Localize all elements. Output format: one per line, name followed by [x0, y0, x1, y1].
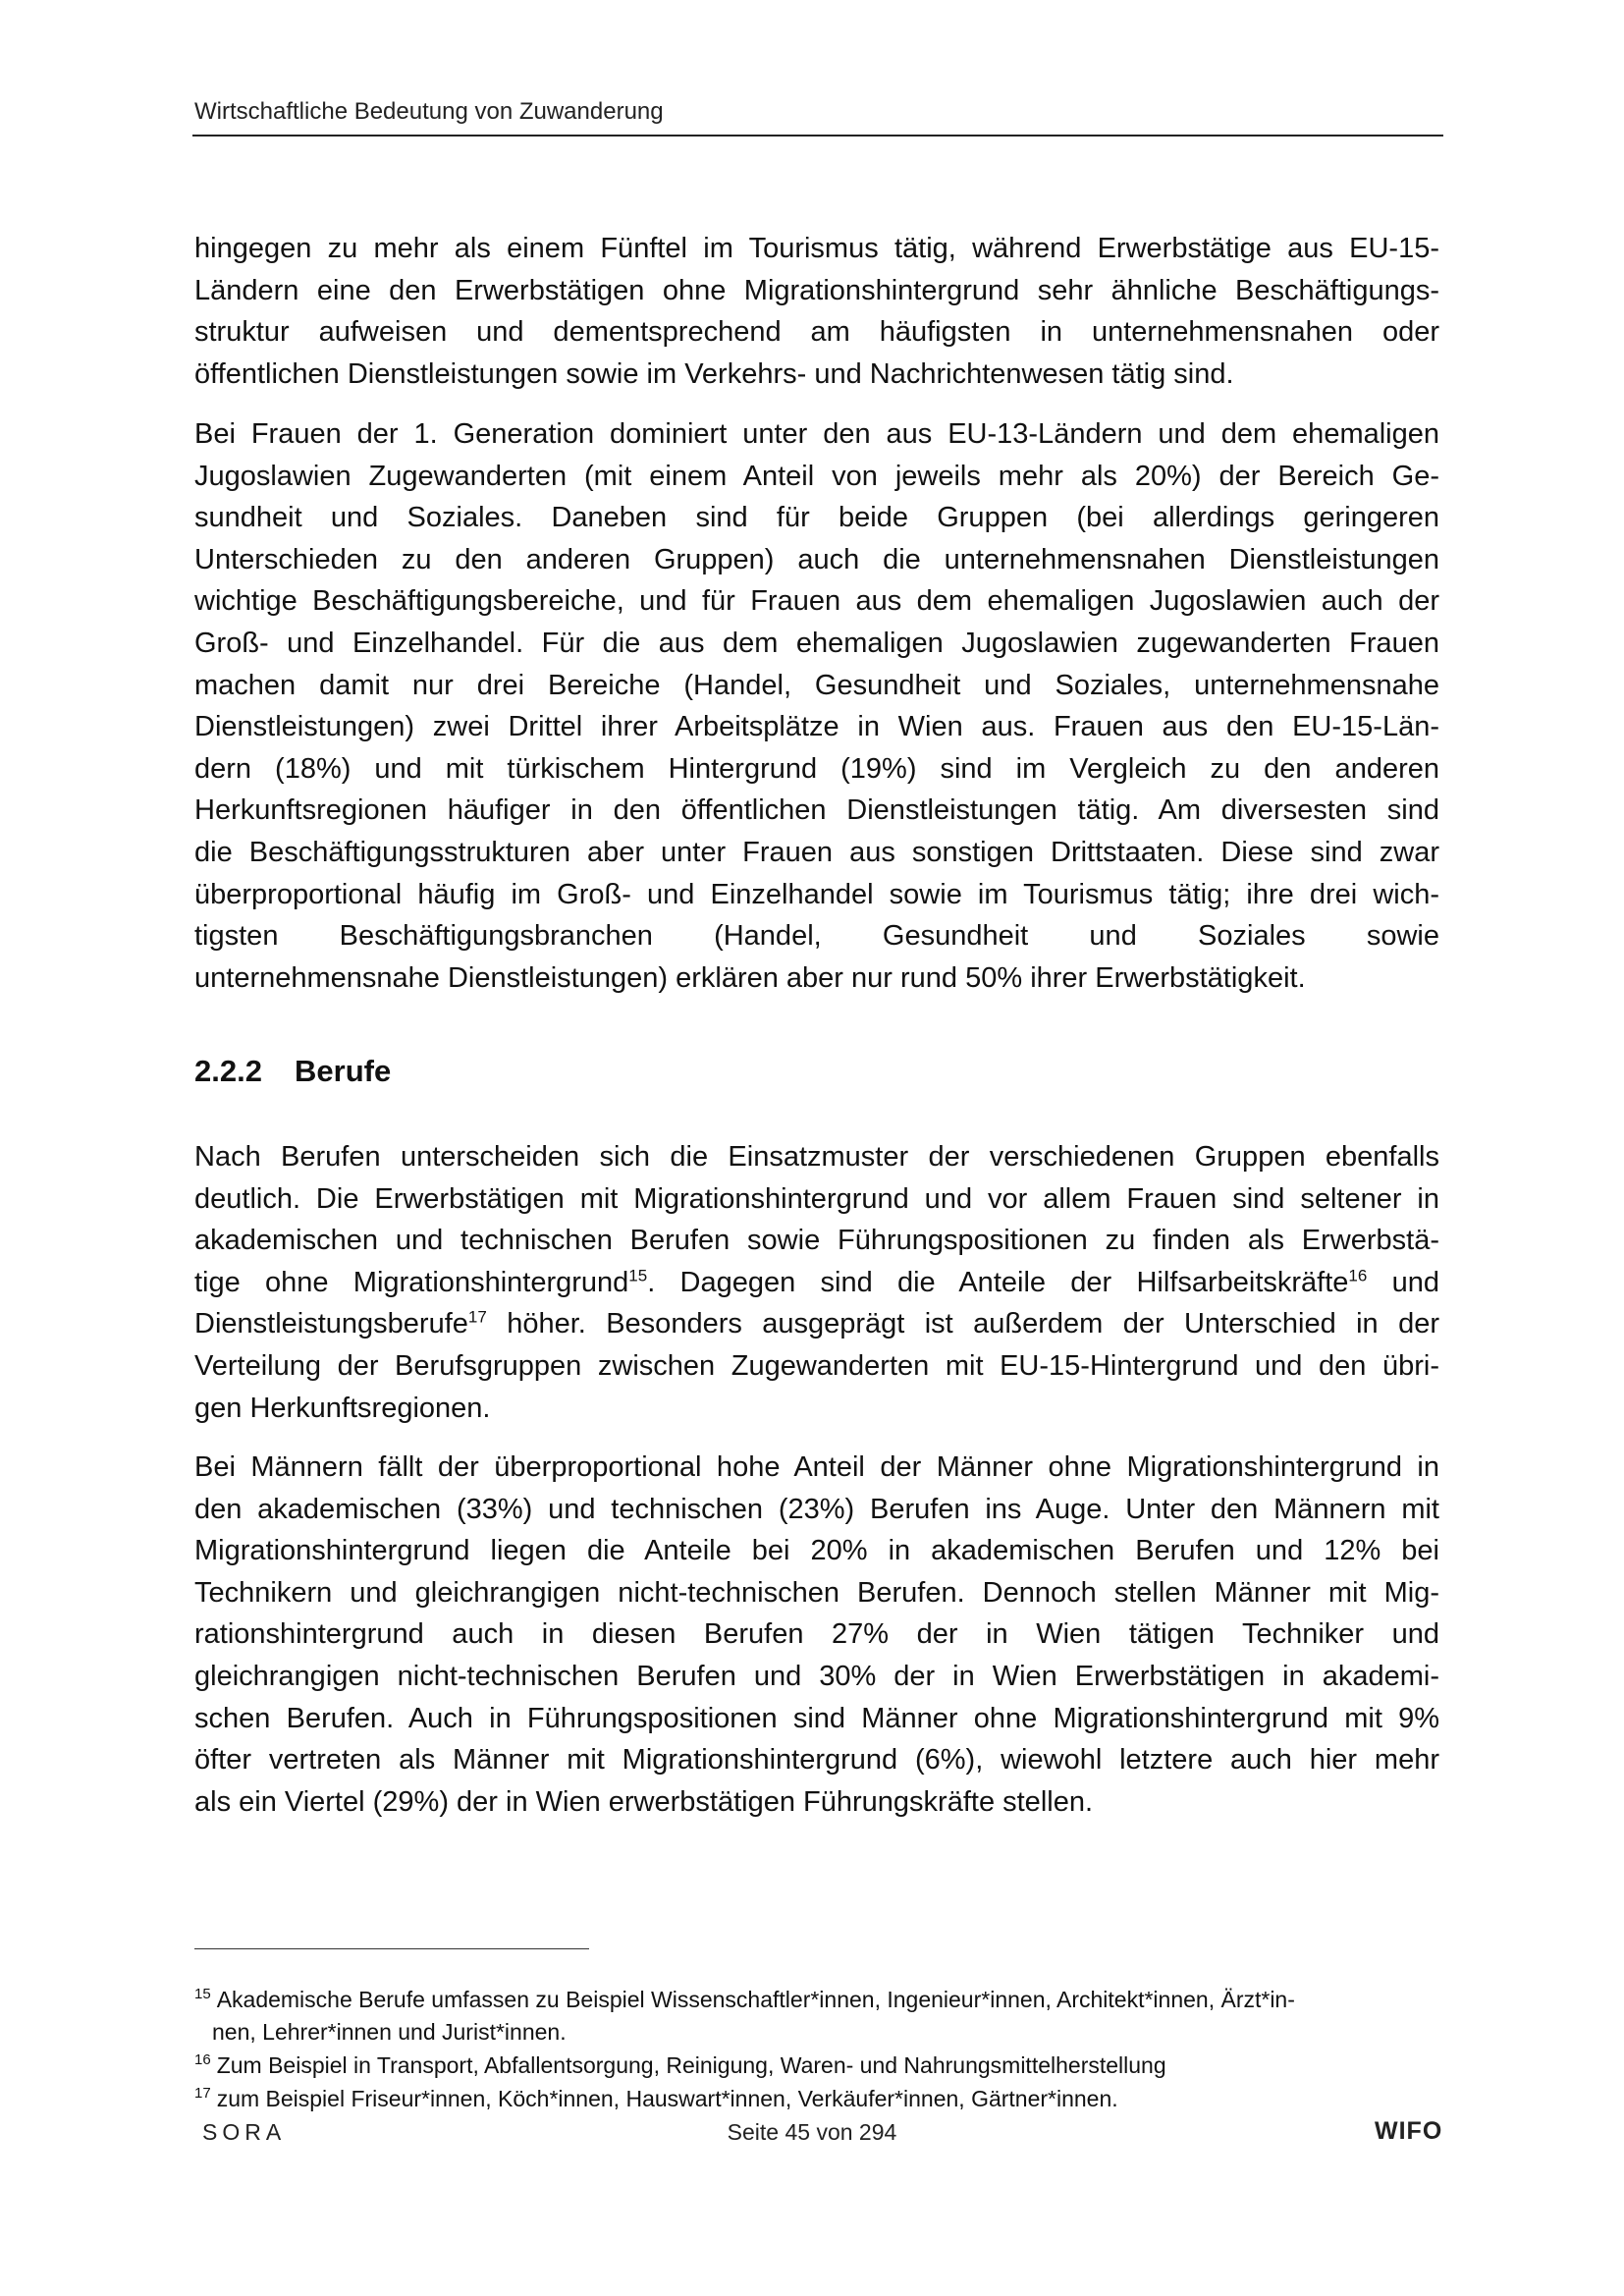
running-header: Wirtschaftliche Bedeutung von Zuwanderung [194, 98, 664, 125]
text-line: unternehmensnahe Dienstleistungen) erklären aber nur rund 50% ihrer Erwerbstätigkeit. [194, 961, 1306, 994]
section-paragraph-2 [194, 1447, 1439, 1823]
text-line: Ländern eine den Erwerbstätigen ohne Migrationshintergrund sehr ähnliche Beschäftigungs- [194, 274, 1439, 306]
text-line: öfter vertreten als Männer mit Migrationshintergrund (6%), wiewohl letztere auch hier mehr [194, 1744, 1439, 1777]
text-line: struktur aufweisen und dementsprechend am häufigsten in unternehmensnahen oder [194, 316, 1439, 349]
text-line: wichtige Beschäftigungsbereiche, und für Frauen aus dem ehemaligen Jugoslawien auch der [194, 585, 1439, 618]
footnote-ref-17[interactable]: 17 [467, 1307, 487, 1327]
text-line: schen Berufen. Auch in Führungspositionen sind Männer ohne Migrationshintergrund mit 9% [194, 1702, 1439, 1734]
text-line: machen damit nur drei Bereiche (Handel, Gesundheit und Soziales, unternehmensnahe [194, 669, 1439, 701]
footnote-number: 17 [194, 2085, 211, 2103]
section-heading [194, 1054, 391, 1089]
page-number: Seite 45 von 294 [727, 2119, 897, 2145]
text-line: akademischen und technischen Berufen sowie Führungspositionen zu finden als Erwerbstä- [194, 1225, 1439, 1257]
text-line: hingegen zu mehr als einem Fünftel im Tourismus tätig, während Erwerbstätige aus EU-15- [194, 233, 1439, 264]
footnote-number: 16 [194, 2051, 211, 2069]
text-line: öffentlichen Dienstleistungen sowie im Verkehrs- und Nachrichtenwesen tätig sind. [194, 357, 1234, 390]
page-footer [0, 2119, 1624, 2159]
text-line: gleichrangigen nicht-technischen Berufen und 30% der in Wien Erwerbstätigen in akademi- [194, 1660, 1439, 1692]
text-line: dern (18%) und mit türkischem Hintergrund (19%) sind im Vergleich zu den anderen [194, 752, 1439, 785]
footnote-ref-15[interactable]: 15 [628, 1266, 648, 1285]
section-paragraph-1 [194, 1136, 1439, 1429]
text-line: den akademischen (33%) und technischen (23%) Berufen ins Auge. Unter den Männern mit [194, 1493, 1439, 1525]
paragraph-1 [194, 228, 1439, 395]
footnote-17 [194, 2083, 1439, 2115]
text-line: Unterschieden zu den anderen Gruppen) auch die unternehmensnahen Dienstleistungen [194, 543, 1439, 575]
text-segment: tige ohne Migrationshintergrund [194, 1266, 629, 1298]
section-title: Berufe [295, 1054, 392, 1088]
paragraph-2 [194, 413, 1439, 999]
text-segment: und [1367, 1266, 1439, 1298]
text-line: die Beschäftigungsstrukturen aber unter Frauen aus sonstigen Drittstaaten. Diese sind zwar [194, 836, 1439, 868]
header-rule [192, 135, 1443, 137]
text-line: Herkunftsregionen häufiger in den öffentlichen Dienstleistungen tätig. Am diversesten sind [194, 794, 1439, 827]
text-line: als ein Viertel (29%) der in Wien erwerbstätigen Führungskräfte stellen. [194, 1785, 1094, 1818]
sora-logo: SORA [202, 2119, 287, 2145]
footnotes [194, 1984, 1439, 2116]
text-line: Bei Männern fällt der überproportional hohe Anteil der Männer ohne Migrationshintergrund in [194, 1451, 1439, 1483]
section-number: 2.2.2 [194, 1054, 262, 1088]
footnote-ref-16[interactable]: 16 [1348, 1266, 1368, 1285]
footnote-text-continued: nen, Lehrer*innen und Jurist*innen. [212, 2019, 567, 2045]
text-line: Groß- und Einzelhandel. Für die aus dem ehemaligen Jugoslawien zugewanderten Frauen [194, 627, 1439, 659]
footnote-text: Akademische Berufe umfassen zu Beispiel Wissenschaftler*innen, Ingenieur*innen, Architekt*innen, Ärzt*in- [216, 1987, 1295, 2012]
footnote-text: zum Beispiel Friseur*innen, Köch*innen, Hauswart*innen, Verkäufer*innen, Gärtner*innen. [216, 2086, 1118, 2111]
footnote-16 [194, 2050, 1439, 2082]
footnote-text: Zum Beispiel in Transport, Abfallentsorgung, Reinigung, Waren- und Nahrungsmittelherstellung [216, 2052, 1166, 2078]
text-segment: . Dagegen sind die Anteile der Hilfsarbeitskräfte [647, 1266, 1349, 1298]
text-line: überproportional häufig im Groß- und Einzelhandel sowie im Tourismus tätig; ihre drei wich- [194, 878, 1439, 910]
text-segment: höher. Besonders ausgeprägt ist außerdem der Unterschied in der [486, 1308, 1439, 1340]
text-line: tigsten Beschäftigungsbranchen (Handel, Gesundheit und Soziales sowie [194, 920, 1439, 953]
text-line-with-refs [194, 1303, 1439, 1345]
text-line: sundheit und Soziales. Daneben sind für beide Gruppen (bei allerdings geringeren [194, 502, 1439, 534]
text-line: Jugoslawien Zugewanderten (mit einem Anteil von jeweils mehr als 20%) der Bereich Ge- [194, 460, 1439, 492]
text-segment: Dienstleistungsberufe [194, 1308, 468, 1340]
text-line: deutlich. Die Erwerbstätigen mit Migrationshintergrund und vor allem Frauen sind seltener in [194, 1182, 1439, 1215]
text-line: gen Herkunftsregionen. [194, 1392, 491, 1424]
footnote-rule [194, 1948, 589, 1949]
text-line: Nach Berufen unterscheiden sich die Einsatzmuster der verschiedenen Gruppen ebenfalls [194, 1141, 1439, 1173]
text-line-with-refs [194, 1262, 1439, 1304]
text-line: Technikern und gleichrangigen nicht-technischen Berufen. Dennoch stellen Männer mit Mig- [194, 1576, 1439, 1609]
wifo-logo: WIFO [1375, 2117, 1443, 2145]
text-line: Migrationshintergrund liegen die Anteile bei 20% in akademischen Berufen und 12% bei [194, 1535, 1439, 1567]
footnote-number: 15 [194, 1986, 211, 2003]
text-line: Verteilung der Berufsgruppen zwischen Zugewanderten mit EU-15-Hintergrund und den übri- [194, 1349, 1439, 1382]
footnote-15 [194, 1984, 1439, 2049]
text-line: Dienstleistungen) zwei Drittel ihrer Arbeitsplätze in Wien aus. Frauen aus den EU-15-Län- [194, 711, 1439, 743]
text-line: Bei Frauen der 1. Generation dominiert unter den aus EU-13-Ländern und dem ehemaligen [194, 418, 1439, 450]
text-line: rationshintergrund auch in diesen Berufen 27% der in Wien tätigen Techniker und [194, 1618, 1439, 1651]
